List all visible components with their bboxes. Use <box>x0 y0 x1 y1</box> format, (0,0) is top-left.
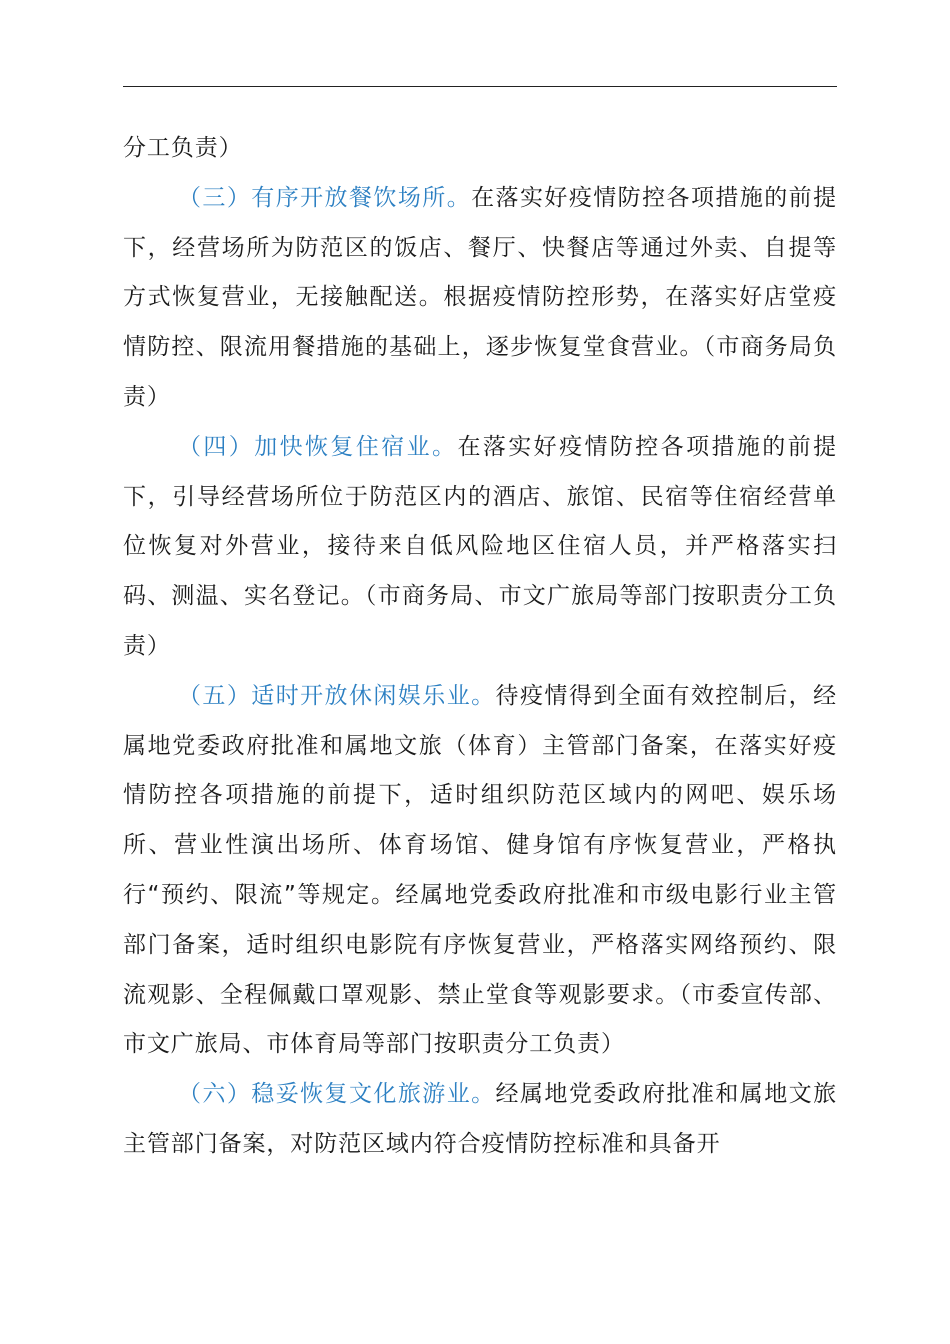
section-heading: （五）适时开放休闲娱乐业。 <box>178 682 496 709</box>
paragraph-text: 在落实好疫情防控各项措施的前提下，引导经营场所位于防范区内的酒店、旅馆、民宿等住宿经营单位恢复对外营业，接待来自低风险地区住宿人员，并严格落实扫码、测温、实名登记。（市商务局、市文广旅局等部门按职责分工负责） <box>123 433 838 659</box>
paragraph-text: 在落实好疫情防控各项措施的前提下，经营场所为防范区的饭店、餐厅、快餐店等通过外卖、自提等方式恢复营业，无接触配送。根据疫情防控形势，在落实好店堂疫情防控、限流用餐措施的基础上，逐步恢复堂食营业。（市商务局负责） <box>123 184 837 410</box>
section-heading: （四）加快恢复住宿业。 <box>178 433 458 460</box>
paragraph-section-5 <box>123 672 837 1070</box>
paragraph-text: 待疫情得到全面有效控制后，经属地党委政府批准和属地文旅（体育）主管部门备案，在落实好疫情防控各项措施的前提下，适时组织防范区域内的网吧、娱乐场所、营业性演出场所、体育场馆、健身馆有序恢复营业，严格执行“预约、限流”等规定。经属地党委政府批准和市级电影行业主管部门备案，适时组织电影院有序恢复营业，严格落实网络预约、限流观影、全程佩戴口罩观影、禁止堂食等观影要求。（市委宣传部、市文广旅局、市体育局等部门按职责分工负责） <box>123 682 837 1058</box>
paragraph-section-3 <box>123 174 837 423</box>
header-rule <box>123 86 837 87</box>
paragraph-text: 经属地党委政府批准和属地文旅主管部门备案，对防范区域内符合疫情防控标准和具备开 <box>123 1081 837 1157</box>
paragraph-section-6 <box>123 1070 837 1170</box>
paragraph-text: 分工负责） <box>123 135 243 161</box>
document-body <box>123 124 837 1170</box>
paragraph-continuation <box>123 124 837 174</box>
paragraph-section-4 <box>123 423 837 672</box>
section-heading: （六）稳妥恢复文化旅游业。 <box>178 1081 496 1108</box>
section-heading: （三）有序开放餐饮场所。 <box>178 184 472 211</box>
